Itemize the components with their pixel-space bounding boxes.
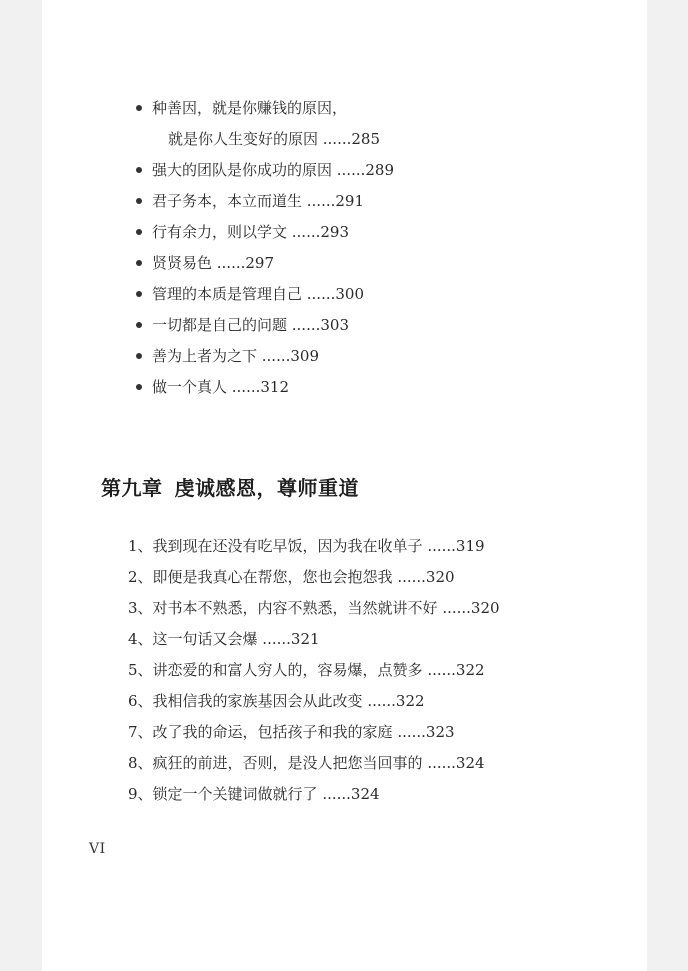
bullet-item [136, 283, 616, 314]
bullet-item [136, 345, 616, 376]
toc-entry: 1、我到现在还没有吃早饭，因为我在收单子 ......319 [128, 537, 485, 555]
chapter-heading [101, 472, 359, 501]
toc-entry: 8、疯狂的前进，否则，是没人把您当回事的 ......324 [128, 754, 485, 772]
bullet-dot-icon [136, 198, 142, 204]
bullet-dot-icon [136, 353, 142, 359]
bullet-text: 种善因，就是你赚钱的原因， [152, 99, 348, 117]
bullet-text: 一切都是自己的问题 ......303 [152, 316, 350, 334]
bullet-item [136, 159, 616, 190]
chapter-number: 第九章 [101, 476, 163, 500]
bullet-item [136, 97, 616, 128]
toc-entry: 4、这一句话又会爆 ......321 [128, 630, 320, 648]
bullet-item [136, 376, 616, 407]
toc-entry: 3、对书本不熟悉，内容不熟悉，当然就讲不好 ......320 [128, 599, 500, 617]
toc-entry: 2、即便是我真心在帮您，您也会抱怨我 ......320 [128, 568, 455, 586]
bullet-dot-icon [136, 167, 142, 173]
bullet-list [136, 97, 616, 407]
bullet-dot-icon [136, 322, 142, 328]
bullet-text: 做一个真人 ......312 [152, 378, 290, 396]
bullet-dot-icon [136, 105, 142, 111]
toc-entry: 9、锁定一个关键词做就行了 ......324 [128, 785, 380, 803]
bullet-text: 管理的本质是管理自己 ......300 [152, 285, 365, 303]
bullet-item [136, 252, 616, 283]
chapter-title-text: 虔诚感恩，尊师重道 [174, 476, 359, 500]
bullet-text: 善为上者为之下 ......309 [152, 347, 320, 365]
bullet-text: 君子务本，本立而道生 ......291 [152, 192, 365, 210]
bullet-item [136, 314, 616, 345]
bullet-item [136, 221, 616, 252]
bullet-dot-icon [136, 229, 142, 235]
bullet-dot-icon [136, 291, 142, 297]
bullet-text: 行有余力，则以学文 ......293 [152, 223, 350, 241]
bullet-text: 贤贤易色 ......297 [152, 254, 275, 272]
toc-entry: 6、我相信我的家族基因会从此改变 ......322 [128, 692, 425, 710]
bullet-text: 强大的团队是你成功的原因 ......289 [152, 161, 395, 179]
toc-entry: 7、改了我的命运，包括孩子和我的家庭 ......323 [128, 723, 455, 741]
toc-entry-list [128, 535, 628, 814]
bullet-text: 就是你人生变好的原因 ......285 [168, 130, 381, 148]
bullet-dot-icon [136, 384, 142, 390]
bullet-item [136, 190, 616, 221]
page-number: VI [89, 841, 106, 857]
toc-entry: 5、讲恋爱的和富人穷人的，容易爆，点赞多 ......322 [128, 661, 485, 679]
bullet-dot-icon [136, 260, 142, 266]
bullet-item-continuation [136, 128, 616, 159]
